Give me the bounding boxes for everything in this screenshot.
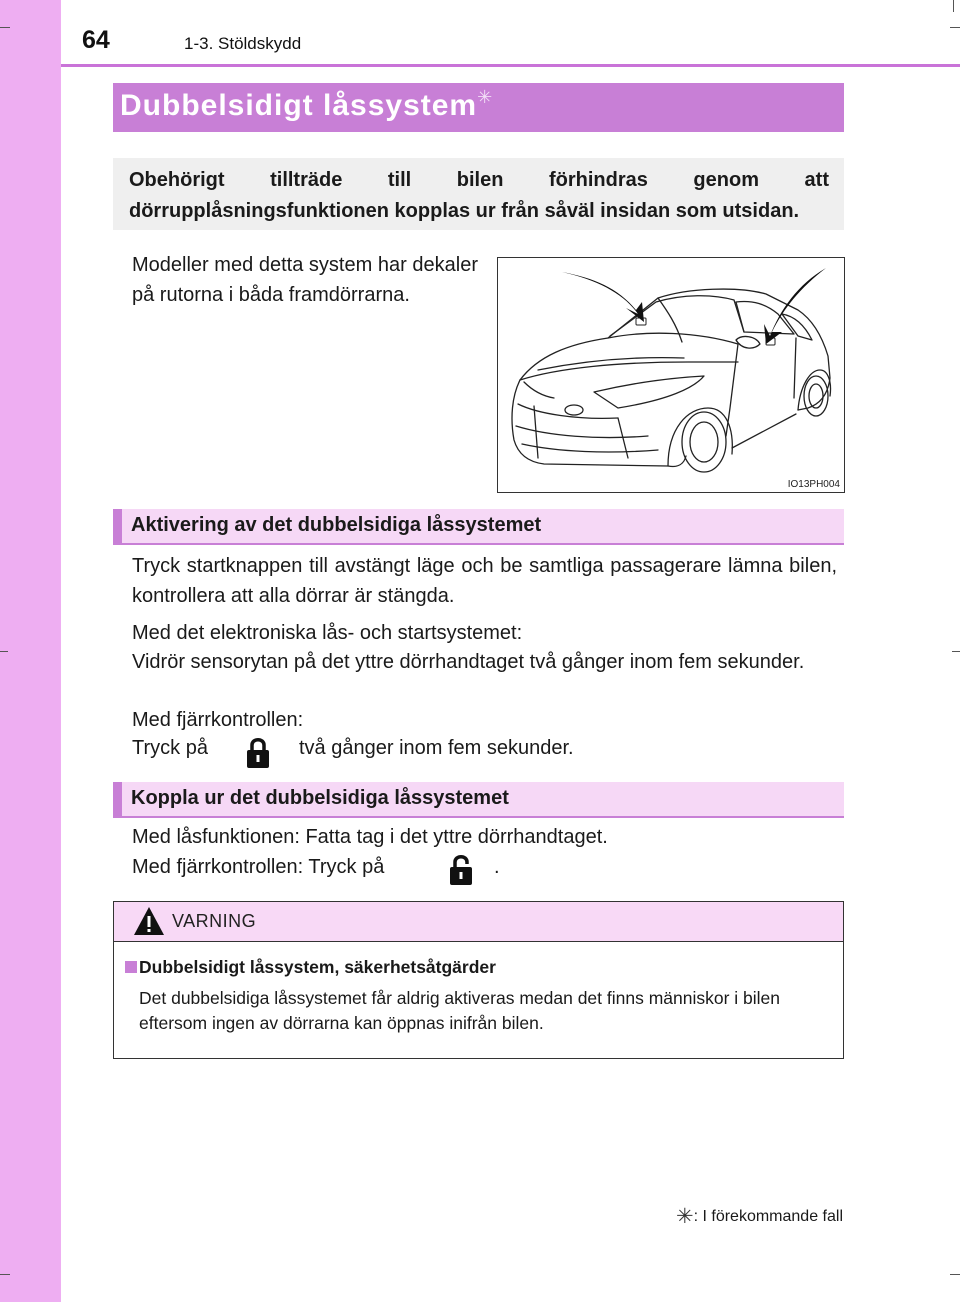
- deactivation-heading: Koppla ur det dubbelsidiga låssystemet: [131, 787, 509, 809]
- figure-code: IO13PH004: [787, 479, 840, 490]
- crop-mark: [0, 27, 10, 28]
- warning-box: [113, 901, 844, 1059]
- activation-step-3-intro: Med fjärrkontrollen:: [132, 709, 304, 731]
- optional-feature-marker: ✳: [477, 87, 494, 107]
- crop-mark: [0, 651, 8, 652]
- intro-text: Obehörigt tillträde till bilen förhindras genom att dörrupplåsningsfunktionen kopplas ur från såväl insidan som utsidan.: [129, 169, 829, 222]
- models-description: Modeller med detta system har dekaler på rutorna i båda framdörrarna.: [132, 254, 478, 306]
- arrow-left: [562, 272, 644, 322]
- page-title: [120, 89, 493, 123]
- page-title-text: Dubbelsidigt låssystem: [120, 89, 478, 122]
- footnote-text: : I förekommande fall: [693, 1208, 843, 1225]
- activation-step-2-intro: Med det elektroniska lås- och startsystemet:: [132, 622, 523, 644]
- warning-bullet-square: [125, 961, 137, 973]
- header-divider: [61, 64, 960, 67]
- activation-step-2-body: Vidrör sensorytan på det yttre dörrhandtaget två gånger inom fem sekunder.: [132, 651, 805, 673]
- warning-header: [114, 902, 843, 942]
- deactivation-line-1: Med låsfunktionen: Fatta tag i det yttre dörrhandtaget.: [132, 826, 608, 848]
- intro-box: [113, 158, 844, 230]
- warning-title: Dubbelsidigt låssystem, säkerhetsåtgärder: [139, 957, 496, 977]
- activation-heading-bar: [113, 509, 844, 545]
- locked-padlock-icon: [244, 735, 272, 771]
- deactivation-line-2-suffix: .: [494, 856, 500, 878]
- activation-step-3-prefix: Tryck på: [132, 737, 208, 759]
- page-number: 64: [82, 26, 110, 54]
- page-title-bar: [113, 83, 844, 132]
- crop-mark: [0, 1274, 10, 1275]
- car-drawing: [498, 258, 844, 492]
- footnote: [676, 1202, 843, 1227]
- activation-step-3-suffix: två gånger inom fem sekunder.: [299, 737, 574, 759]
- warning-body: Det dubbelsidiga låssystemet får aldrig aktiveras medan det finns människor i bilen eftersom ingen av dörrarna kan öppnas inifrån bilen.: [139, 988, 781, 1033]
- crop-mark: [950, 27, 960, 28]
- section-breadcrumb: 1-3. Stöldskydd: [184, 34, 302, 53]
- activation-step-1: Tryck startknappen till avstängt läge och be samtliga passagerare lämna bilen, kontrollera att alla dörrar är stängda.: [132, 555, 837, 607]
- unlocked-padlock-icon: [447, 852, 475, 888]
- footnote-marker: ✳: [675, 1205, 694, 1228]
- activation-heading: Aktivering av det dubbelsidiga låssystemet: [131, 514, 542, 536]
- car-illustration: [497, 257, 845, 493]
- crop-mark: [953, 0, 954, 12]
- warning-label: VARNING: [172, 911, 257, 931]
- header-background: [61, 0, 960, 64]
- deactivation-line-2-prefix: Med fjärrkontrollen: Tryck på: [132, 856, 385, 878]
- warning-triangle-icon: [132, 905, 166, 937]
- crop-mark: [950, 1274, 960, 1275]
- side-color-strip: [0, 0, 61, 1302]
- crop-mark: [952, 651, 960, 652]
- deactivation-heading-bar: [113, 782, 844, 818]
